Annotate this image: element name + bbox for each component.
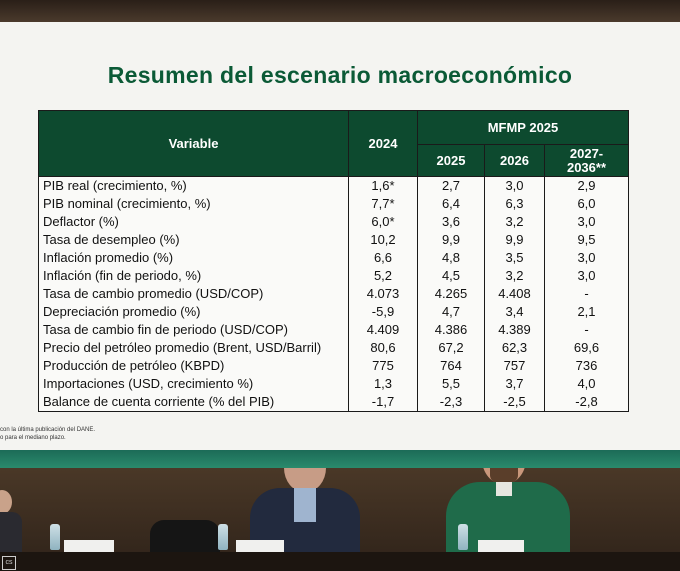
header-2024: 2024 — [349, 111, 418, 177]
cell-2025: -2,3 — [418, 393, 485, 412]
slide-title: Resumen del escenario macroeconómico — [107, 62, 573, 88]
cell-2027-2036: 4,0 — [545, 375, 629, 393]
cell-2026: 3,4 — [485, 303, 545, 321]
cell-2025: 9,9 — [418, 231, 485, 249]
table-row — [39, 357, 629, 375]
cell-2026: 4.408 — [485, 285, 545, 303]
cell-2025: 5,5 — [418, 375, 485, 393]
chair — [150, 520, 220, 554]
row-label: PIB nominal (crecimiento, %) — [39, 195, 349, 213]
cell-2027-2036: - — [545, 285, 629, 303]
cell-2024: 4.409 — [349, 321, 418, 339]
row-label: Balance de cuenta corriente (% del PIB) — [39, 393, 349, 412]
cell-2027-2036: 9,5 — [545, 231, 629, 249]
water-bottle — [458, 524, 468, 550]
row-label: PIB real (crecimiento, %) — [39, 177, 349, 196]
cell-2027-2036: 3,0 — [545, 267, 629, 285]
cell-2027-2036: 2,1 — [545, 303, 629, 321]
cell-2025: 4,7 — [418, 303, 485, 321]
cell-2025: 2,7 — [418, 177, 485, 196]
row-label: Inflación promedio (%) — [39, 249, 349, 267]
table-row — [39, 393, 629, 412]
cell-2026: -2,5 — [485, 393, 545, 412]
cell-2026: 9,9 — [485, 231, 545, 249]
header-variable: Variable — [39, 111, 349, 177]
cell-2026: 3,2 — [485, 267, 545, 285]
cell-2025: 4,8 — [418, 249, 485, 267]
cell-2027-2036: 2,9 — [545, 177, 629, 196]
ceiling-band — [0, 0, 680, 22]
table-row — [39, 231, 629, 249]
row-label: Inflación (fin de periodo, %) — [39, 267, 349, 285]
footnotes — [0, 426, 95, 442]
water-bottle — [50, 524, 60, 550]
header-2026: 2026 — [485, 145, 545, 177]
panel-stage — [0, 468, 680, 571]
cell-2027-2036: - — [545, 321, 629, 339]
cell-2025: 4.386 — [418, 321, 485, 339]
cell-2024: 7,7* — [349, 195, 418, 213]
cell-2024: 4.073 — [349, 285, 418, 303]
table-row — [39, 285, 629, 303]
cell-2024: -5,9 — [349, 303, 418, 321]
panelist-left-edge — [0, 490, 22, 560]
table-row — [39, 195, 629, 213]
cell-2025: 764 — [418, 357, 485, 375]
table-row — [39, 177, 629, 196]
cell-2026: 6,3 — [485, 195, 545, 213]
cell-2025: 4,5 — [418, 267, 485, 285]
row-label: Importaciones (USD, crecimiento %) — [39, 375, 349, 393]
row-label: Producción de petróleo (KBPD) — [39, 357, 349, 375]
table-row — [39, 267, 629, 285]
row-label: Precio del petróleo promedio (Brent, USD/Barril) — [39, 339, 349, 357]
cell-2024: 6,0* — [349, 213, 418, 231]
cell-2026: 757 — [485, 357, 545, 375]
table-row — [39, 213, 629, 231]
cell-2025: 3,6 — [418, 213, 485, 231]
cell-2024: 80,6 — [349, 339, 418, 357]
cell-2025: 67,2 — [418, 339, 485, 357]
cell-2027-2036: 3,0 — [545, 249, 629, 267]
cell-2026: 4.389 — [485, 321, 545, 339]
cell-2026: 3,5 — [485, 249, 545, 267]
cell-2026: 3,2 — [485, 213, 545, 231]
footnote-1: con la última publicación del DANE. — [0, 427, 96, 433]
nameplate — [64, 540, 114, 552]
cell-2026: 3,0 — [485, 177, 545, 196]
macro-table — [38, 110, 628, 412]
cell-2024: 1,6* — [349, 177, 418, 196]
table-row — [39, 249, 629, 267]
cell-2026: 62,3 — [485, 339, 545, 357]
header-2025: 2025 — [418, 145, 485, 177]
cell-2024: 6,6 — [349, 249, 418, 267]
row-label: Deflactor (%) — [39, 213, 349, 231]
cell-2027-2036: 3,0 — [545, 213, 629, 231]
cell-2027-2036: 6,0 — [545, 195, 629, 213]
cell-2024: -1,7 — [349, 393, 418, 412]
cell-2026: 3,7 — [485, 375, 545, 393]
nameplate — [236, 540, 284, 552]
table-row — [39, 321, 629, 339]
cell-2024: 1,3 — [349, 375, 418, 393]
cell-2027-2036: -2,8 — [545, 393, 629, 412]
table-row — [39, 303, 629, 321]
table-row — [39, 375, 629, 393]
cell-2025: 6,4 — [418, 195, 485, 213]
screen-footer-bar — [0, 450, 680, 468]
footnote-2: o para el mediano plazo. — [0, 435, 66, 441]
header-mfmp-group: MFMP 2025 — [418, 111, 629, 145]
row-label: Tasa de desempleo (%) — [39, 231, 349, 249]
cell-2025: 4.265 — [418, 285, 485, 303]
cell-2027-2036: 69,6 — [545, 339, 629, 357]
cell-2024: 10,2 — [349, 231, 418, 249]
row-label: Tasa de cambio promedio (USD/COP) — [39, 285, 349, 303]
header-range: 2027- 2036** — [545, 145, 629, 177]
projection-screen — [0, 22, 680, 450]
cell-2027-2036: 736 — [545, 357, 629, 375]
panel-desk — [0, 552, 680, 571]
cell-2024: 775 — [349, 357, 418, 375]
row-label: Tasa de cambio fin de periodo (USD/COP) — [39, 321, 349, 339]
nameplate — [478, 540, 524, 552]
table-row — [39, 339, 629, 357]
cell-2024: 5,2 — [349, 267, 418, 285]
row-label: Depreciación promedio (%) — [39, 303, 349, 321]
water-bottle — [218, 524, 228, 550]
watermark-icon: cs — [2, 556, 16, 570]
